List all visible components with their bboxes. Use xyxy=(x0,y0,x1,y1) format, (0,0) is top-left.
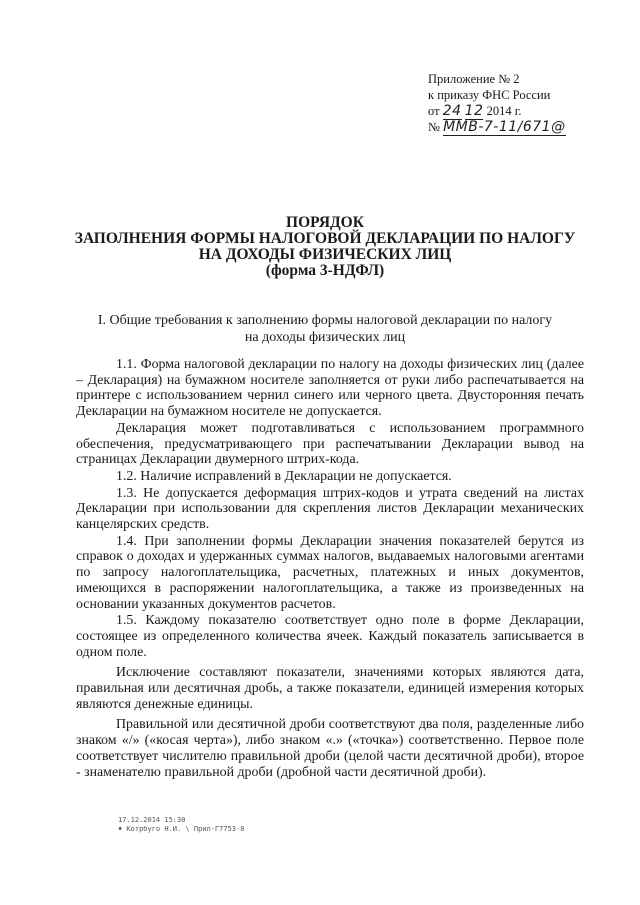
date-year: 2014 г. xyxy=(486,104,522,118)
date-prefix: от xyxy=(428,104,440,118)
section-heading-line-1: I. Общие требования к заполнению формы налоговой декларации по налогу xyxy=(97,313,553,328)
paragraph-1-1-cont: Декларация может подготавливаться с использованием программного обеспечения, предусматривающего при распечатывании Декларации вывод на страницах Декларации двумерного штрих-кода. xyxy=(76,420,584,468)
title-line-2: ЗАПОЛНЕНИЯ ФОРМЫ НАЛОГОВОЙ ДЕКЛАРАЦИИ ПО НАЛОГУ xyxy=(74,230,576,247)
paragraph-exception: Исключение составляют показатели, значениями которых являются дата, правильная или десятичная дробь, а также показатели, единицей измерения которых являются денежные единицы. xyxy=(76,665,584,712)
paragraph-1-3: 1.3. Не допускается деформация штрих-кодов и утрата сведений на листах Декларации при использовании для скрепления листов Декларации механических канцелярских средств. xyxy=(76,485,584,533)
appendix-label: Приложение № 2 xyxy=(428,72,520,86)
appendix-date xyxy=(428,103,628,119)
footer-file: ♦ Котрбуго Н.И. \ Прил-Г7753-0 xyxy=(118,825,245,833)
title-line-3: НА ДОХОДЫ ФИЗИЧЕСКИХ ЛИЦ xyxy=(198,246,452,263)
title-line-4: (форма 3-НДФЛ) xyxy=(265,262,385,279)
appendix-header xyxy=(428,71,628,135)
section-heading-line-2: на доходы физических лиц xyxy=(244,330,406,345)
date-month-handwritten: 12 xyxy=(464,103,484,119)
number-prefix: № xyxy=(428,120,440,134)
document-body xyxy=(76,357,584,781)
paragraph-1-1: 1.1. Форма налоговой декларации по налогу на доходы физических лиц (далее – Декларация) на бумажном носителе заполняется от руки либо распечатывается на принтере с использованием чернил синего или черного цвета. Двусторонняя печать Декларации на бумажном носителе не допускается. xyxy=(76,357,584,420)
appendix-number xyxy=(428,119,628,135)
paragraph-1-2: 1.2. Наличие исправлений в Декларации не допускается. xyxy=(116,468,452,484)
paragraph-1-5: 1.5. Каждому показателю соответствует одно поле в форме Декларации, состоящее из определенного количества ячеек. Каждый показатель записывается в одном поле. xyxy=(76,613,584,660)
appendix-order: к приказу ФНС России xyxy=(428,88,551,102)
print-footer xyxy=(118,816,244,834)
paragraph-fractions: Правильной или десятичной дроби соответствуют два поля, разделенные либо знаком «/» («косая черта»), либо знаком «.» («точка») соответственно. Первое поле соответствует числителю правильной дроби (целой части десятичной дроби), второе - знаменателю правильной дроби (дробной части десятичной дроби). xyxy=(76,717,584,780)
section-heading xyxy=(90,312,560,346)
number-handwritten: ММВ-7-11/671@ xyxy=(443,119,566,135)
title-line-1: ПОРЯДОК xyxy=(286,214,364,231)
document-title xyxy=(60,215,590,279)
paragraph-1-4: 1.4. При заполнении формы Декларации значения показателей берутся из справок о доходах и удержанных суммах налогов, выдаваемых налоговыми агентами по запросу налогоплательщика, расчетных, платежных и иных документов, имеющихся в распоряжении налогоплательщика, а также из произведенных на основании указанных документов расчетов. xyxy=(76,533,584,612)
date-day-handwritten: 24 xyxy=(442,103,462,119)
footer-timestamp: 17.12.2014 15:30 xyxy=(118,816,186,824)
